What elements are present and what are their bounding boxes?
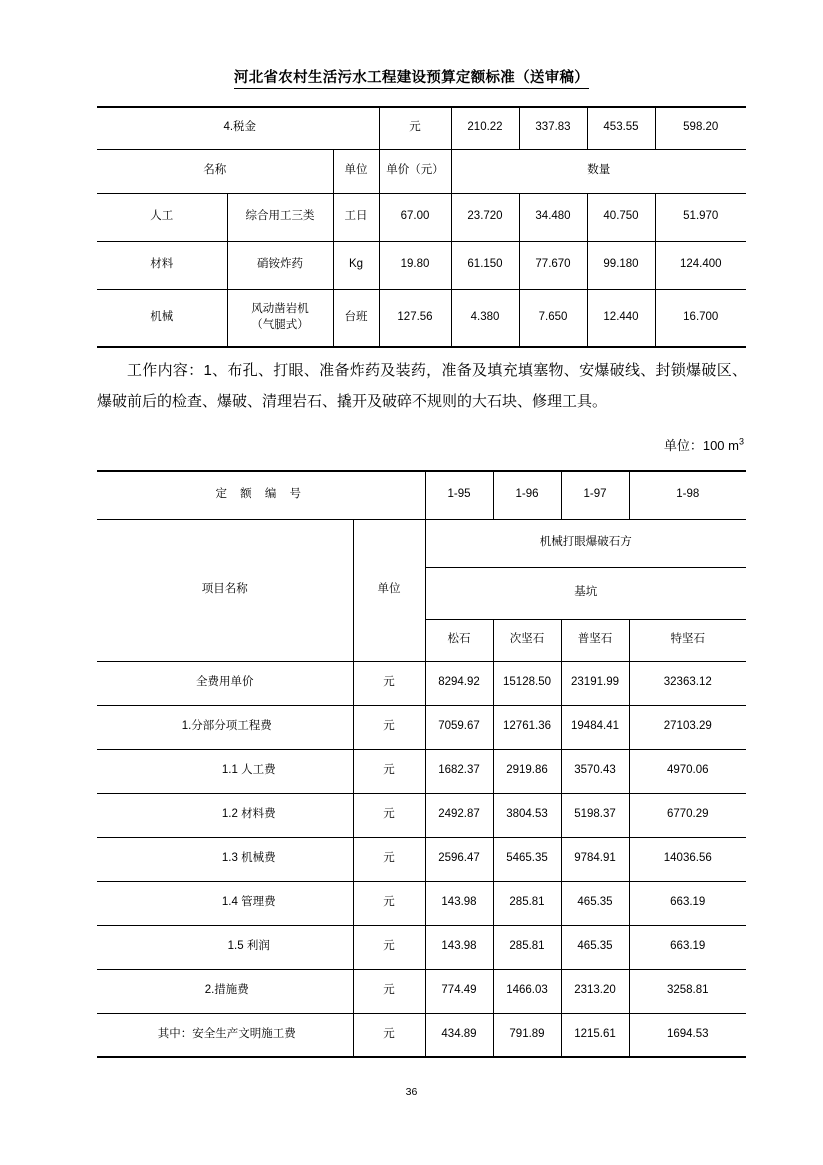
- quota-row-value-4: 663.19: [629, 925, 746, 969]
- table-row: [97, 793, 746, 837]
- quota-row-unit: 元: [353, 793, 425, 837]
- quota-row-value-3: 9784.91: [561, 837, 629, 881]
- row-price-material: 19.80: [379, 241, 451, 289]
- quota-row-value-3: 23191.99: [561, 661, 629, 705]
- quota-row-label: 1.1 人工费: [97, 749, 353, 793]
- quota-row-value-4: 32363.12: [629, 661, 746, 705]
- quota-row-unit: 元: [353, 881, 425, 925]
- quota-group-title: 机械打眼爆破石方: [425, 519, 746, 567]
- machine-qty-3: 12.440: [587, 289, 655, 347]
- rock-type-1: 松石: [425, 619, 493, 661]
- quota-row-value-1: 774.49: [425, 969, 493, 1013]
- quota-row-value-4: 6770.29: [629, 793, 746, 837]
- row-unit-machine: 台班: [333, 289, 379, 347]
- quota-row-value-1: 8294.92: [425, 661, 493, 705]
- quota-row-label: 全费用单价: [97, 661, 353, 705]
- row-category-labor: 人工: [97, 193, 227, 241]
- quota-row-value-2: 2919.86: [493, 749, 561, 793]
- quota-row-value-2: 1466.03: [493, 969, 561, 1013]
- document-title: [0, 66, 823, 87]
- quota-code-row: [97, 471, 746, 519]
- tax-unit: 元: [379, 107, 451, 149]
- quota-row-label: 1.5 利润: [97, 925, 353, 969]
- labor-qty-4: 51.970: [655, 193, 746, 241]
- row-price-machine: 127.56: [379, 289, 451, 347]
- materials-table: [97, 106, 746, 348]
- unit-note: [664, 435, 744, 454]
- quota-row-value-4: 4970.06: [629, 749, 746, 793]
- quota-row-value-4: 663.19: [629, 881, 746, 925]
- material-qty-1: 61.150: [451, 241, 519, 289]
- quota-row-value-3: 5198.37: [561, 793, 629, 837]
- quota-row-unit: 元: [353, 925, 425, 969]
- quota-project-label: 项目名称: [97, 519, 353, 661]
- quota-row-value-4: 14036.56: [629, 837, 746, 881]
- unit-note-exponent: 3: [738, 436, 744, 447]
- quota-row-value-2: 791.89: [493, 1013, 561, 1057]
- quota-row-unit: 元: [353, 1013, 425, 1057]
- table-header-row: [97, 149, 746, 193]
- table-row-labor: [97, 193, 746, 241]
- table-row: [97, 661, 746, 705]
- quota-unit-label: 单位: [353, 519, 425, 661]
- quota-row-unit: 元: [353, 705, 425, 749]
- quota-row-value-3: 3570.43: [561, 749, 629, 793]
- tax-value-1: 210.22: [451, 107, 519, 149]
- quota-row-label: 1.2 材料费: [97, 793, 353, 837]
- quota-row-value-3: 465.35: [561, 881, 629, 925]
- header-price: 单价（元）: [379, 149, 451, 193]
- quota-row-value-4: 27103.29: [629, 705, 746, 749]
- quota-row-value-2: 285.81: [493, 881, 561, 925]
- table-row: [97, 969, 746, 1013]
- row-unit-material: Kg: [333, 241, 379, 289]
- quota-row-label: 1.4 管理费: [97, 881, 353, 925]
- quota-row-value-2: 3804.53: [493, 793, 561, 837]
- quota-row-value-1: 1682.37: [425, 749, 493, 793]
- quota-row-value-2: 12761.36: [493, 705, 561, 749]
- quota-row-value-1: 2596.47: [425, 837, 493, 881]
- quota-row-value-2: 15128.50: [493, 661, 561, 705]
- machine-qty-4: 16.700: [655, 289, 746, 347]
- quota-row-value-1: 434.89: [425, 1013, 493, 1057]
- table-row-machine: [97, 289, 746, 347]
- document-title-text: 河北省农村生活污水工程建设预算定额标准（送审稿）: [234, 70, 589, 89]
- labor-qty-3: 40.750: [587, 193, 655, 241]
- machine-qty-2: 7.650: [519, 289, 587, 347]
- table-row: [97, 881, 746, 925]
- quota-row-unit: 元: [353, 969, 425, 1013]
- row-item-labor: 综合用工三类: [227, 193, 333, 241]
- quota-row-value-2: 5465.35: [493, 837, 561, 881]
- quota-row-value-1: 143.98: [425, 881, 493, 925]
- material-qty-3: 99.180: [587, 241, 655, 289]
- unit-note-text: 单位：100 m: [663, 438, 739, 453]
- quota-subgroup-title: 基坑: [425, 567, 746, 619]
- labor-qty-2: 34.480: [519, 193, 587, 241]
- table-row: [97, 837, 746, 881]
- quota-row-unit: 元: [353, 749, 425, 793]
- tax-value-3: 453.55: [587, 107, 655, 149]
- quota-code-2: 1-96: [493, 471, 561, 519]
- page-number: 36: [405, 1086, 418, 1098]
- header-quantity: 数量: [451, 149, 746, 193]
- table-row-material: [97, 241, 746, 289]
- quota-row-value-3: 1215.61: [561, 1013, 629, 1057]
- machine-qty-1: 4.380: [451, 289, 519, 347]
- quota-row-value-1: 2492.87: [425, 793, 493, 837]
- row-item-material: 硝铵炸药: [227, 241, 333, 289]
- tax-value-2: 337.83: [519, 107, 587, 149]
- quota-row-value-4: 3258.81: [629, 969, 746, 1013]
- quota-row-value-1: 143.98: [425, 925, 493, 969]
- rock-type-3: 普坚石: [561, 619, 629, 661]
- rock-type-4: 特坚石: [629, 619, 746, 661]
- quota-row-value-3: 465.35: [561, 925, 629, 969]
- quota-row-value-2: 285.81: [493, 925, 561, 969]
- quota-row-unit: 元: [353, 661, 425, 705]
- header-unit: 单位: [333, 149, 379, 193]
- quota-code-1: 1-95: [425, 471, 493, 519]
- table-row: [97, 705, 746, 749]
- machine-item-line2: （气腿式）: [251, 318, 309, 331]
- quota-row-value-4: 1694.53: [629, 1013, 746, 1057]
- rock-type-2: 次坚石: [493, 619, 561, 661]
- header-name: 名称: [97, 149, 333, 193]
- material-qty-2: 77.670: [519, 241, 587, 289]
- row-price-labor: 67.00: [379, 193, 451, 241]
- quota-row-label: 1.3 机械费: [97, 837, 353, 881]
- quota-row-label: 2.措施费: [97, 969, 353, 1013]
- quota-row-label: 其中：安全生产文明施工费: [97, 1013, 353, 1057]
- row-category-machine: 机械: [97, 289, 227, 347]
- row-unit-labor: 工日: [333, 193, 379, 241]
- table-row: [97, 1013, 746, 1057]
- material-qty-4: 124.400: [655, 241, 746, 289]
- quota-row-unit: 元: [353, 837, 425, 881]
- quota-row-label: 1.分部分项工程费: [97, 705, 353, 749]
- quota-table: [97, 470, 746, 1058]
- quota-row-value-3: 19484.41: [561, 705, 629, 749]
- quota-code-label: 定 额 编 号: [97, 471, 425, 519]
- table-row-tax: [97, 107, 746, 149]
- tax-value-4: 598.20: [655, 107, 746, 149]
- quota-code-3: 1-97: [561, 471, 629, 519]
- row-item-machine: [227, 289, 333, 347]
- tax-label: 4.税金: [97, 107, 379, 149]
- machine-item-line1: 风动凿岩机: [251, 303, 309, 316]
- row-category-material: 材料: [97, 241, 227, 289]
- quota-group-row: [97, 519, 746, 567]
- table-row: [97, 749, 746, 793]
- quota-row-value-1: 7059.67: [425, 705, 493, 749]
- work-content-paragraph: 工作内容：1、布孔、打眼、准备炸药及装药，准备及填充填塞物、安爆破线、封锁爆破区、爆破前后的检查、爆破、清理岩石、撬开及破碎不规则的大石块、修理工具。: [97, 362, 747, 410]
- table-row: [97, 925, 746, 969]
- quota-code-4: 1-98: [629, 471, 746, 519]
- labor-qty-1: 23.720: [451, 193, 519, 241]
- quota-row-value-3: 2313.20: [561, 969, 629, 1013]
